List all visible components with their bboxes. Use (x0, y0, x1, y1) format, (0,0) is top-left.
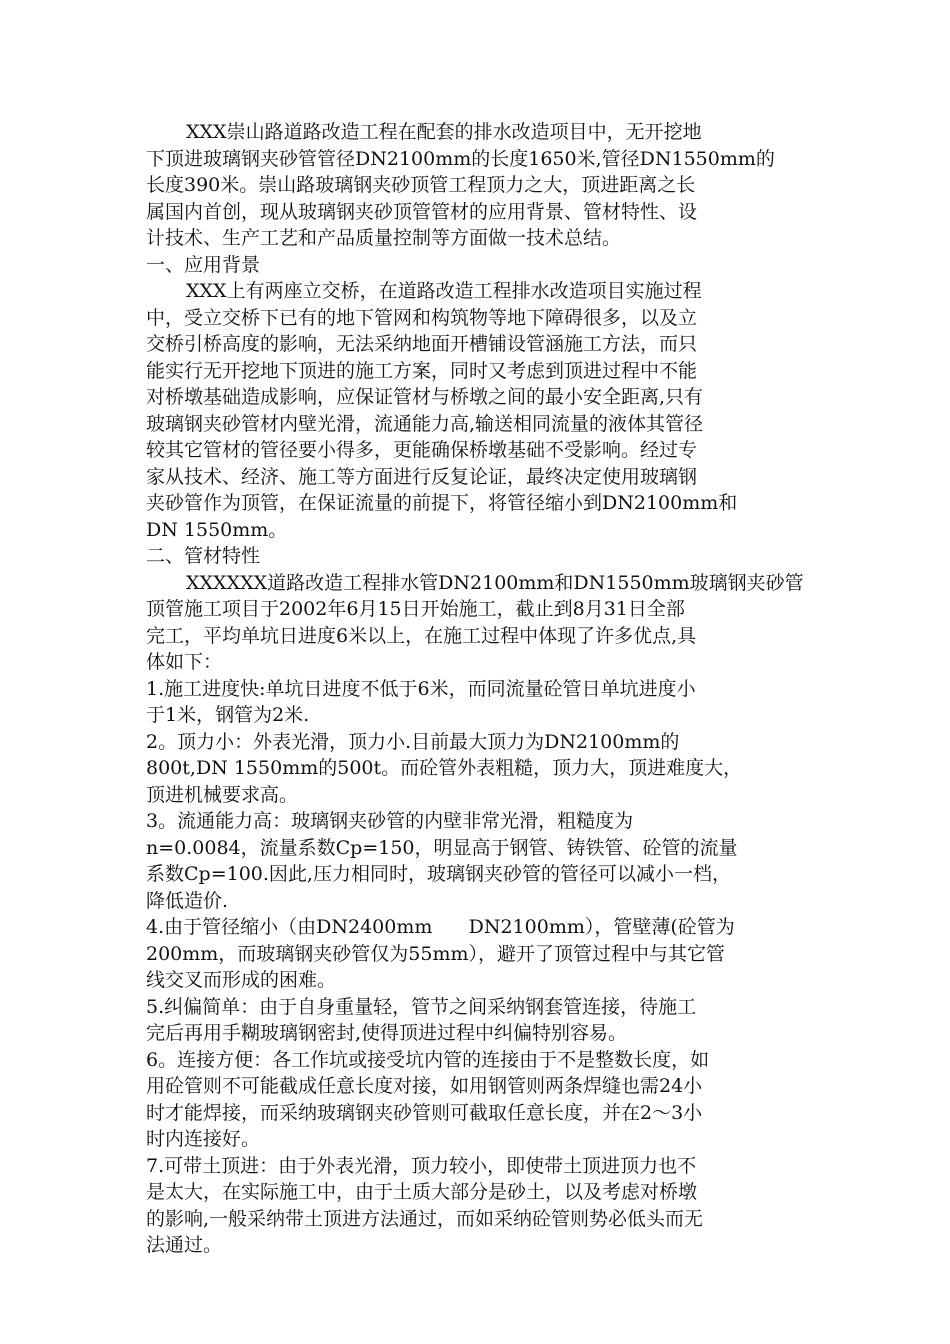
text-line: 于1米，钢管为2米. (146, 704, 310, 726)
text-line: 时才能焊接，而采纳玻璃钢夹砂管则可截取任意长度，并在2～3小 (146, 1101, 703, 1124)
text-line: 计技术、生产工艺和产品质量控制等方面做一技术总结。 (146, 227, 622, 249)
text-line: 二、管材特性 (146, 545, 261, 567)
text-line: 2。顶力小：外表光滑，顶力小.目前最大顶力为DN2100mm的 (146, 730, 680, 753)
text-line: 顶进机械要求高。 (146, 783, 299, 806)
text-line: 中，受立交桥下已有的地下管网和构筑物等地下障碍很多，以及立 (146, 306, 698, 329)
text-line: n=0.0084，流量系数Cp=150，明显高于钢管、铸铁管、砼管的流量 (146, 836, 738, 859)
text-line: 800t,DN 1550mm的500t。而砼管外表粗糙，顶力大，顶进难度大， (146, 757, 743, 779)
text-line: 夹砂管作为顶管，在保证流量的前提下，将管径缩小到DN2100mm和 (146, 492, 738, 514)
text-line: DN 1550mm。 (146, 518, 288, 541)
text-line: 玻璃钢夹砂管材内壁光滑，流通能力高,输送相同流量的液体其管径 (146, 412, 704, 435)
text-line: 一、应用背景 (146, 253, 261, 276)
text-line: 法通过。 (146, 1234, 223, 1256)
text-line: 7.可带土顶进：由于外表光滑，顶力较小，即使带土顶进顶力也不 (146, 1154, 697, 1177)
text-line: 属国内首创，现从玻璃钢夹砂顶管管材的应用背景、管材特性、设 (146, 200, 698, 223)
text-line: 线交叉而形成的困难。 (146, 969, 337, 991)
text-line: 完后再用手糊玻璃钢密封,使得顶进过程中纠偏特别容易。 (146, 1022, 628, 1044)
text-line: 的影响,一般采纳带土顶进方法通过，而如采纳砼管则势必低头而无 (146, 1207, 704, 1230)
text-line: 较其它管材的管径要小得多，更能确保桥墩基础不受影响。经过专 (146, 439, 698, 461)
text-line: 长度390米。崇山路玻璃钢夹砂顶管工程顶力之大，顶进距离之长 (146, 174, 696, 196)
text-line: 6。连接方便：各工作坑或接受坑内管的连接由于不是整数长度，如 (146, 1048, 710, 1071)
text-line: 1.施工进度快:单坑日进度不低于6米，而同流量砼管日单坑进度小 (146, 677, 696, 700)
text-line: 用砼管则不可能截成任意长度对接，如用钢管则两条焊缝也需24小 (146, 1075, 703, 1097)
paragraph-first-line: XXXXXX道路改造工程排水管DN2100mm和DN1550mm玻璃钢夹砂管 (186, 571, 804, 594)
text-line: 完工，平均单坑日进度6米以上，在施工过程中体现了许多优点,具 (146, 624, 697, 647)
text-line: 200mm，而玻璃钢夹砂管仅为55mm），避开了顶管过程中与其它管 (146, 942, 726, 965)
text-line: 降低造价. (146, 889, 229, 912)
text-line: 系数Cp=100.因此,压力相同时，玻璃钢夹砂管的管径可以减小一档， (146, 863, 731, 885)
text-line: 顶管施工项目于2002年6月15日开始施工，截止到8月31日全部 (146, 598, 685, 620)
text-line: 5.纠偏简单：由于自身重量轻，管节之间采纳钢套管连接，待施工 (146, 995, 697, 1018)
text-line: 下顶进玻璃钢夹砂管管径DN2100mm的长度1650米,管径DN1550mm的 (146, 147, 775, 170)
text-line: 对桥墩基础造成影响，应保证管材与桥墩之间的最小安全距离,只有 (146, 386, 704, 408)
document-body (146, 119, 806, 1259)
text-line: 交桥引桥高度的影响，无法采纳地面开槽铺设管涵施工方法，而只 (146, 333, 698, 355)
paragraph-first-line: XXX崇山路道路改造工程在配套的排水改造项目中，无开挖地 (186, 121, 702, 143)
text-line: 4.由于管径缩小（由DN2400mm DN2100mm），管壁薄(砼管为 (146, 916, 735, 938)
text-line: 时内连接好。 (146, 1128, 261, 1150)
text-line: 3。流通能力高：玻璃钢夹砂管的内壁非常光滑，粗糙度为 (146, 810, 634, 832)
text-line: 能实行无开挖地下顶进的施工方案，同时又考虑到顶进过程中不能 (146, 359, 698, 382)
paragraph-first-line: XXX上有两座立交桥，在道路改造工程排水改造项目实施过程 (186, 280, 702, 302)
text-line: 家从技术、经济、施工等方面进行反复论证，最终决定使用玻璃钢 (146, 465, 698, 488)
text-line: 是太大，在实际施工中，由于土质大部分是砂土，以及考虑对桥墩 (146, 1181, 698, 1203)
text-line: 体如下： (146, 651, 223, 673)
